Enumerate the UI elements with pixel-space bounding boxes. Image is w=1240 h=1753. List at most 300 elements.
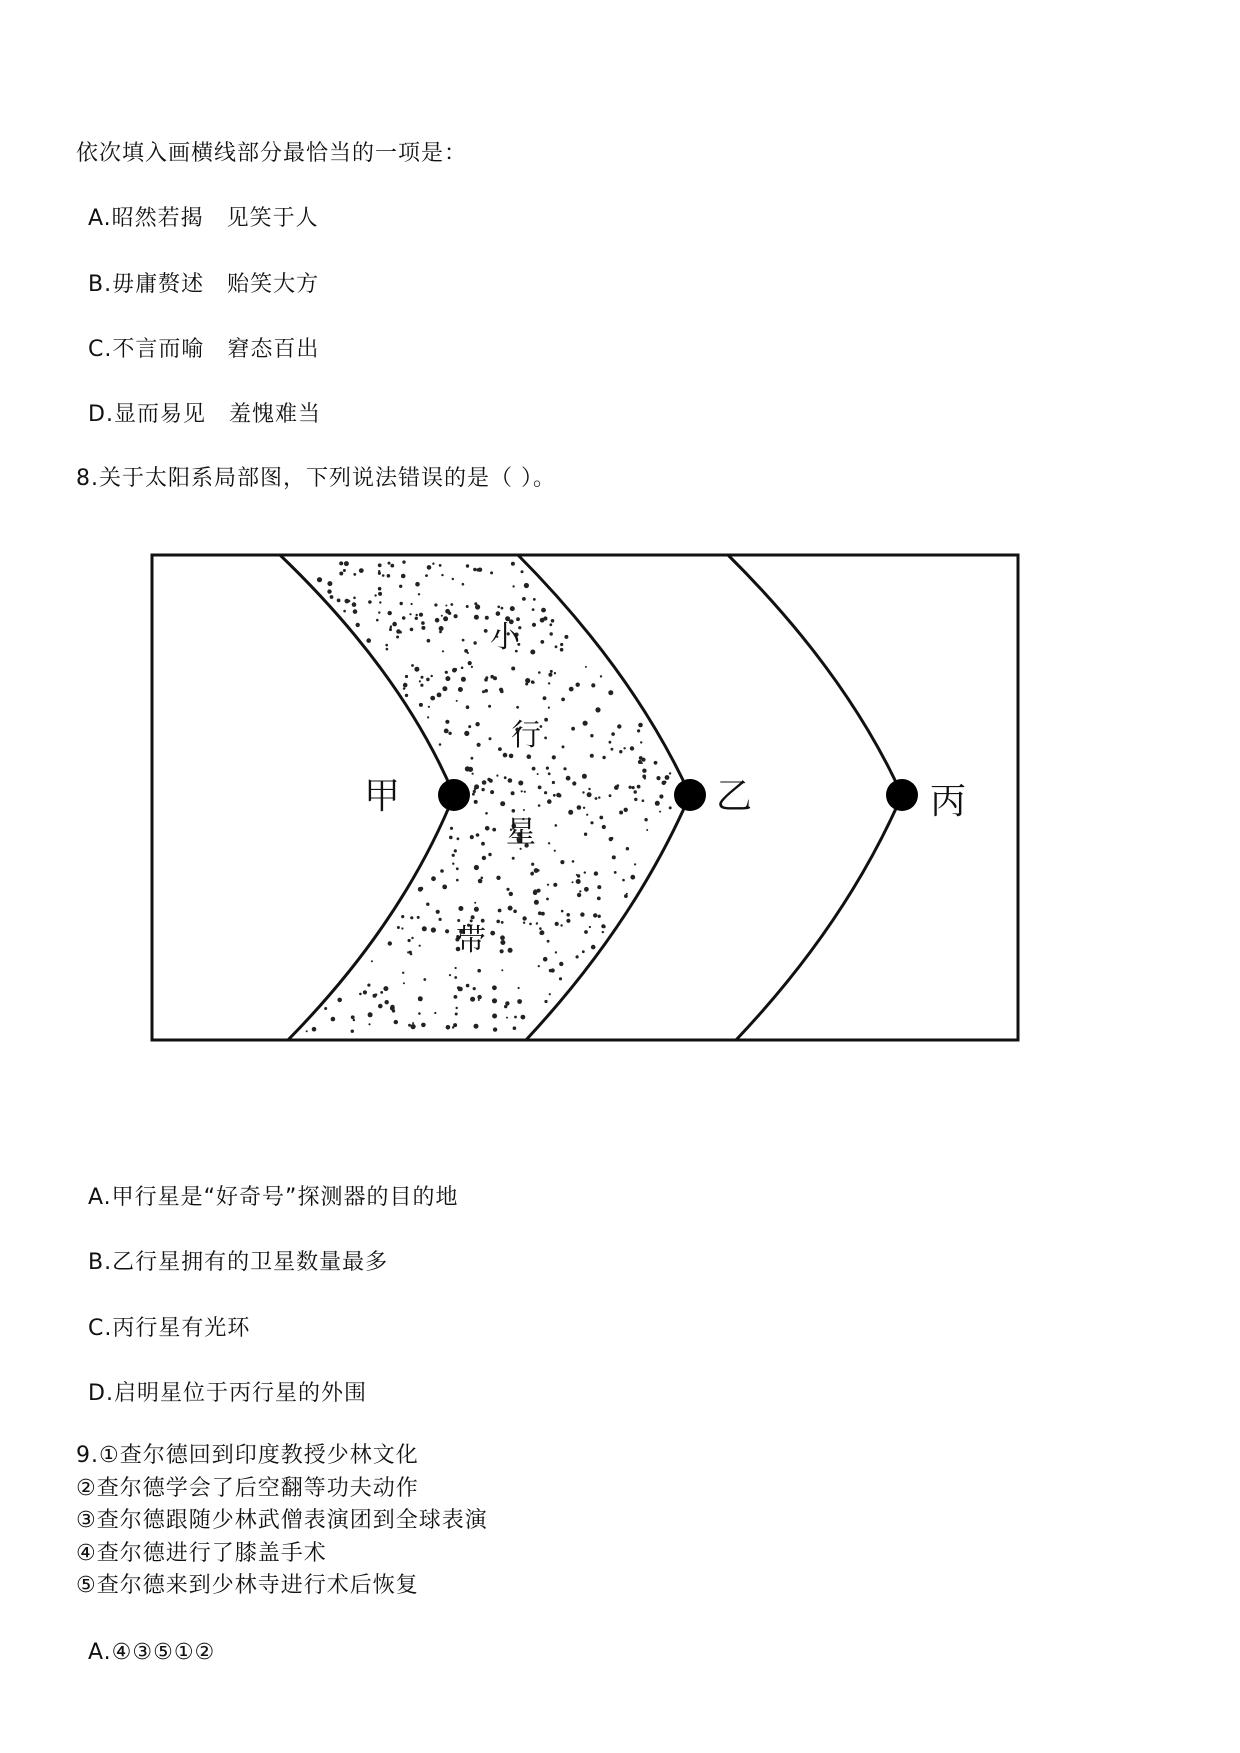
asteroid-dot bbox=[344, 561, 349, 566]
asteroid-dot bbox=[582, 791, 584, 793]
q8-stem: 8.关于太阳系局部图，下列说法错误的是（ ）。 bbox=[76, 466, 556, 491]
asteroid-dot bbox=[630, 746, 634, 750]
asteroid-dot bbox=[490, 790, 494, 794]
asteroid-dot bbox=[437, 693, 442, 698]
asteroid-dot bbox=[530, 650, 535, 655]
asteroid-dot bbox=[641, 762, 643, 764]
asteroid-dot bbox=[619, 750, 622, 753]
asteroid-dot bbox=[496, 920, 500, 924]
asteroid-dot bbox=[475, 722, 479, 726]
option-letter: C. bbox=[88, 337, 113, 362]
asteroid-dot bbox=[415, 617, 418, 620]
asteroid-dot bbox=[420, 887, 424, 891]
asteroid-dot bbox=[497, 606, 500, 609]
asteroid-dot bbox=[464, 731, 469, 736]
asteroid-dot bbox=[462, 583, 465, 586]
asteroid-dot bbox=[427, 639, 431, 643]
asteroid-dot bbox=[337, 998, 342, 1003]
asteroid-dot bbox=[540, 930, 545, 935]
asteroid-dot bbox=[560, 648, 564, 652]
asteroid-dot bbox=[544, 718, 548, 722]
asteroid-dot bbox=[420, 684, 423, 687]
asteroid-dot bbox=[458, 906, 463, 911]
asteroid-dot bbox=[583, 721, 588, 726]
planet-label-yi: 乙 bbox=[715, 776, 753, 817]
asteroid-dot bbox=[390, 1005, 394, 1009]
asteroid-dot bbox=[549, 993, 551, 995]
planet-bing bbox=[886, 779, 918, 811]
asteroid-dot bbox=[455, 967, 457, 969]
asteroid-dot bbox=[324, 1007, 327, 1010]
asteroid-dot bbox=[403, 683, 408, 688]
q8-option-c[interactable] bbox=[88, 1314, 250, 1344]
asteroid-dot bbox=[586, 814, 588, 816]
option-text: 昭然若揭 见笑于人 bbox=[111, 206, 319, 231]
asteroid-dot bbox=[640, 741, 642, 743]
asteroid-dot bbox=[510, 606, 515, 611]
asteroid-dot bbox=[559, 962, 563, 966]
asteroid-dot bbox=[368, 1012, 373, 1017]
asteroid-dot bbox=[415, 582, 420, 587]
asteroid-dot bbox=[637, 785, 641, 789]
asteroid-dot bbox=[584, 833, 587, 836]
asteroid-dot bbox=[385, 1000, 389, 1004]
asteroid-dot bbox=[512, 809, 516, 813]
asteroid-dot bbox=[642, 769, 646, 773]
asteroid-dot bbox=[474, 784, 479, 789]
asteroid-dot bbox=[500, 940, 505, 945]
asteroid-dot bbox=[489, 737, 492, 740]
asteroid-dot bbox=[529, 923, 532, 926]
asteroid-dot bbox=[505, 1001, 509, 1005]
belt-label-char-1: 小 bbox=[490, 620, 520, 655]
asteroid-dot bbox=[511, 791, 515, 795]
asteroid-dot bbox=[536, 922, 538, 924]
asteroid-dot bbox=[564, 635, 568, 639]
asteroid-dot bbox=[418, 996, 423, 1001]
asteroid-dot bbox=[512, 585, 514, 587]
asteroid-dot bbox=[457, 837, 460, 840]
asteroid-dot bbox=[563, 767, 566, 770]
planet-jia bbox=[438, 779, 470, 811]
asteroid-dot bbox=[543, 957, 548, 962]
asteroid-dot bbox=[590, 821, 593, 824]
asteroid-dot bbox=[539, 927, 542, 930]
asteroid-dot bbox=[602, 931, 604, 933]
asteroid-dot bbox=[594, 871, 598, 875]
asteroid-dot bbox=[378, 592, 382, 596]
option-letter: A. bbox=[88, 1640, 112, 1665]
asteroid-dot bbox=[533, 598, 536, 601]
asteroid-dot bbox=[580, 912, 584, 916]
asteroid-dot bbox=[579, 890, 581, 892]
asteroid-dot bbox=[450, 603, 453, 606]
asteroid-dot bbox=[577, 893, 581, 897]
asteroid-dot bbox=[378, 611, 380, 613]
asteroid-dot bbox=[467, 652, 469, 654]
asteroid-dot bbox=[461, 667, 464, 670]
asteroid-dot bbox=[609, 741, 612, 744]
asteroid-dot bbox=[419, 613, 423, 617]
asteroid-dot bbox=[471, 757, 474, 760]
asteroid-dot bbox=[511, 667, 515, 671]
asteroid-dot bbox=[327, 581, 332, 586]
asteroid-dot bbox=[405, 675, 408, 678]
asteroid-dot bbox=[663, 781, 666, 784]
asteroid-dot bbox=[470, 835, 474, 839]
asteroid-dot bbox=[402, 972, 404, 974]
asteroid-dot bbox=[478, 999, 480, 1001]
asteroid-dot bbox=[531, 863, 534, 866]
asteroid-dot bbox=[421, 626, 425, 630]
asteroid-dot bbox=[518, 781, 523, 786]
asteroid-dot bbox=[484, 689, 488, 693]
asteroid-dot bbox=[450, 827, 453, 830]
asteroid-dot bbox=[427, 716, 429, 718]
asteroid-dot bbox=[555, 824, 558, 827]
asteroid-dot bbox=[411, 664, 414, 667]
asteroid-dot bbox=[466, 705, 470, 709]
asteroid-dot bbox=[402, 560, 405, 563]
asteroid-dot bbox=[476, 833, 480, 837]
asteroid-dot bbox=[473, 987, 476, 990]
asteroid-dot bbox=[449, 836, 453, 840]
asteroid-dot bbox=[435, 618, 440, 623]
asteroid-dot bbox=[669, 806, 672, 809]
asteroid-dot bbox=[374, 594, 376, 596]
asteroid-dot bbox=[485, 676, 488, 679]
asteroid-dot bbox=[431, 876, 436, 881]
asteroid-dot bbox=[445, 609, 450, 614]
asteroid-dot bbox=[610, 837, 613, 840]
asteroid-dot bbox=[436, 910, 440, 914]
asteroid-dot bbox=[403, 982, 405, 984]
asteroid-dot bbox=[500, 935, 505, 940]
asteroid-dot bbox=[585, 666, 587, 668]
asteroid-dot bbox=[445, 720, 449, 724]
asteroid-dot bbox=[363, 990, 367, 994]
asteroid-dot bbox=[532, 608, 535, 611]
option-letter: D. bbox=[88, 1381, 114, 1406]
asteroid-dot bbox=[656, 776, 660, 780]
asteroid-dot bbox=[376, 619, 379, 622]
asteroid-dot bbox=[584, 930, 588, 934]
asteroid-dot bbox=[452, 863, 454, 865]
asteroid-dot bbox=[501, 969, 503, 971]
asteroid-dot bbox=[609, 794, 612, 797]
asteroid-dot bbox=[359, 993, 362, 996]
asteroid-dot bbox=[453, 1023, 457, 1027]
asteroid-dot bbox=[540, 640, 544, 644]
asteroid-dot bbox=[317, 577, 322, 582]
asteroid-dot bbox=[532, 623, 536, 627]
asteroid-dot bbox=[380, 991, 383, 994]
asteroid-dot bbox=[622, 879, 625, 882]
asteroid-dot bbox=[568, 810, 573, 815]
asteroid-dot bbox=[378, 1004, 383, 1009]
asteroid-dot bbox=[403, 687, 406, 690]
asteroid-dot bbox=[588, 788, 590, 790]
option-text: 不言而喻 窘态百出 bbox=[112, 337, 320, 362]
option-text: 显而易见 羞愧难当 bbox=[113, 402, 321, 427]
asteroid-dot bbox=[446, 1025, 451, 1030]
asteroid-dot bbox=[421, 1023, 426, 1028]
asteroid-dot bbox=[566, 776, 571, 781]
asteroid-dot bbox=[525, 678, 530, 683]
asteroid-dot bbox=[534, 868, 539, 873]
asteroid-dot bbox=[488, 853, 491, 856]
q9-option-a[interactable] bbox=[88, 1638, 215, 1668]
option-text: 乙行星拥有的卫星数量最多 bbox=[112, 1250, 389, 1275]
asteroid-dot bbox=[555, 922, 559, 926]
asteroid-dot bbox=[388, 611, 392, 615]
asteroid-dot bbox=[544, 737, 547, 740]
asteroid-dot bbox=[448, 732, 451, 735]
asteroid-dot bbox=[421, 676, 424, 679]
asteroid-dot bbox=[511, 562, 515, 566]
asteroid-dot bbox=[587, 792, 592, 797]
asteroid-dot bbox=[642, 799, 645, 802]
asteroid-dot bbox=[477, 969, 481, 973]
asteroid-dot bbox=[644, 777, 646, 779]
asteroid-dot bbox=[602, 756, 605, 759]
asteroid-dot bbox=[508, 948, 513, 953]
asteroid-dot bbox=[383, 986, 388, 991]
asteroid-dot bbox=[474, 902, 476, 904]
asteroid-dot bbox=[472, 773, 474, 775]
asteroid-dot bbox=[382, 574, 385, 577]
asteroid-dot bbox=[547, 940, 550, 943]
asteroid-dot bbox=[496, 876, 500, 880]
option-letter: B. bbox=[88, 1250, 113, 1275]
asteroid-dot bbox=[473, 568, 476, 571]
asteroid-dot bbox=[534, 900, 539, 905]
asteroid-dot bbox=[669, 772, 671, 774]
asteroid-dot bbox=[353, 1019, 355, 1021]
asteroid-dot bbox=[540, 618, 545, 623]
asteroid-dot bbox=[367, 984, 370, 987]
asteroid-dot bbox=[629, 786, 632, 789]
asteroid-dot bbox=[353, 597, 356, 600]
asteroid-dot bbox=[418, 1012, 421, 1015]
asteroid-dot bbox=[397, 926, 400, 929]
asteroid-dot bbox=[408, 1024, 411, 1027]
belt-label-char-4: 带 bbox=[456, 923, 486, 958]
asteroid-dot bbox=[508, 778, 513, 783]
q8-option-a[interactable] bbox=[88, 1183, 458, 1213]
asteroid-dot bbox=[611, 732, 615, 736]
asteroid-dot bbox=[454, 976, 457, 979]
asteroid-dot bbox=[458, 987, 463, 992]
asteroid-dot bbox=[547, 799, 552, 804]
asteroid-dot bbox=[312, 1027, 317, 1032]
asteroid-dot bbox=[582, 950, 585, 953]
asteroid-dot bbox=[552, 755, 556, 759]
asteroid-dot bbox=[388, 941, 392, 945]
asteroid-dot bbox=[396, 636, 399, 639]
asteroid-dot bbox=[359, 568, 364, 573]
asteroid-dot bbox=[562, 745, 565, 748]
option-text: 丙行星有光环 bbox=[112, 1316, 251, 1341]
asteroid-dot bbox=[527, 754, 532, 759]
asteroid-dot bbox=[555, 951, 557, 953]
asteroid-dot bbox=[532, 767, 536, 771]
asteroid-dot bbox=[548, 842, 550, 844]
asteroid-dot bbox=[440, 869, 444, 873]
asteroid-dot bbox=[394, 1020, 398, 1024]
asteroid-dot bbox=[500, 801, 505, 806]
asteroid-dot bbox=[546, 767, 549, 770]
asteroid-dot bbox=[626, 847, 629, 850]
asteroid-dot bbox=[598, 915, 601, 918]
asteroid-dot bbox=[553, 883, 557, 887]
asteroid-dot bbox=[439, 918, 442, 921]
asteroid-dot bbox=[551, 968, 555, 972]
asteroid-dot bbox=[488, 705, 491, 708]
asteroid-dot bbox=[432, 563, 434, 565]
asteroid-dot bbox=[445, 605, 447, 607]
asteroid-dot bbox=[454, 849, 457, 852]
asteroid-dot bbox=[410, 628, 414, 632]
asteroid-dot bbox=[465, 766, 470, 771]
asteroid-dot bbox=[373, 994, 377, 998]
asteroid-dot bbox=[456, 700, 458, 702]
asteroid-dot bbox=[583, 807, 585, 809]
asteroid-dot bbox=[612, 855, 616, 859]
asteroid-belt-region bbox=[280, 555, 690, 1040]
asteroid-dot bbox=[576, 879, 581, 884]
asteroid-dot bbox=[548, 772, 551, 775]
asteroid-dot bbox=[470, 997, 475, 1002]
asteroid-dot bbox=[434, 1012, 436, 1014]
asteroid-dot bbox=[339, 561, 343, 565]
asteroid-dot bbox=[426, 678, 430, 682]
asteroid-dot bbox=[599, 816, 603, 820]
asteroid-dot bbox=[445, 676, 450, 681]
asteroid-dot bbox=[492, 1014, 497, 1019]
asteroid-dot bbox=[641, 758, 645, 762]
asteroid-dot bbox=[387, 574, 391, 578]
asteroid-dot bbox=[560, 924, 562, 926]
asteroid-dot bbox=[500, 949, 504, 953]
option-text: 毋庸赘述 贻笑大方 bbox=[112, 272, 320, 297]
asteroid-dot bbox=[617, 724, 621, 728]
asteroid-dot bbox=[624, 894, 628, 898]
asteroid-dot bbox=[474, 907, 479, 912]
option-letter: B. bbox=[88, 272, 113, 297]
asteroid-dot bbox=[306, 1030, 308, 1032]
asteroid-dot bbox=[632, 786, 635, 789]
asteroid-dot bbox=[430, 696, 435, 701]
asteroid-dot bbox=[441, 574, 443, 576]
asteroid-dot bbox=[498, 909, 502, 913]
asteroid-dot bbox=[468, 725, 471, 728]
asteroid-dot bbox=[422, 926, 427, 931]
asteroid-dot bbox=[356, 623, 360, 627]
asteroid-dot bbox=[416, 614, 418, 616]
asteroid-dot bbox=[630, 875, 635, 880]
asteroid-dot bbox=[665, 775, 670, 780]
asteroid-dot bbox=[530, 872, 534, 876]
asteroid-dot bbox=[466, 564, 469, 567]
asteroid-dot bbox=[659, 811, 661, 813]
option-letter: A. bbox=[88, 206, 112, 231]
asteroid-dot bbox=[614, 785, 619, 790]
asteroid-dot bbox=[595, 797, 598, 800]
asteroid-dot bbox=[454, 668, 457, 671]
asteroid-dot bbox=[560, 860, 564, 864]
asteroid-dot bbox=[472, 793, 475, 796]
asteroid-dot bbox=[481, 877, 484, 880]
asteroid-dot bbox=[523, 922, 525, 924]
asteroid-dot bbox=[474, 602, 477, 605]
planet-yi bbox=[674, 779, 706, 811]
asteroid-dot bbox=[474, 865, 479, 870]
q8-option-b[interactable] bbox=[88, 1248, 388, 1278]
belt-label-char-3: 星 bbox=[506, 815, 536, 850]
asteroid-dot bbox=[525, 683, 528, 686]
asteroid-dot bbox=[543, 696, 547, 700]
asteroid-dot bbox=[484, 629, 488, 633]
option-letter: D. bbox=[88, 402, 114, 427]
asteroid-dot bbox=[385, 644, 388, 647]
asteroid-dot bbox=[597, 885, 601, 889]
asteroid-dot bbox=[405, 694, 408, 697]
asteroid-dot bbox=[457, 919, 460, 922]
asteroid-dot bbox=[345, 599, 350, 604]
option-letter: A. bbox=[88, 1185, 112, 1210]
asteroid-dot bbox=[368, 600, 372, 604]
asteroid-dot bbox=[474, 615, 479, 620]
q9-line-3: ③查尔德跟随少林武僧表演团到全球表演 bbox=[76, 1508, 488, 1533]
asteroid-dot bbox=[418, 593, 420, 595]
asteroid-dot bbox=[493, 1027, 497, 1031]
asteroid-dot bbox=[659, 794, 663, 798]
asteroid-dot bbox=[524, 583, 529, 588]
asteroid-dot bbox=[509, 754, 514, 759]
asteroid-dot bbox=[538, 804, 541, 807]
asteroid-dot bbox=[445, 671, 448, 674]
asteroid-dot bbox=[442, 885, 447, 890]
asteroid-dot bbox=[441, 615, 443, 617]
asteroid-dot bbox=[468, 661, 472, 665]
asteroid-dot bbox=[521, 570, 524, 573]
asteroid-dot bbox=[431, 927, 436, 932]
asteroid-dot bbox=[473, 790, 476, 793]
asteroid-dot bbox=[600, 675, 602, 677]
asteroid-dot bbox=[595, 707, 600, 712]
asteroid-dot bbox=[521, 1015, 526, 1020]
asteroid-dot bbox=[584, 871, 586, 873]
asteroid-dot bbox=[462, 639, 465, 642]
asteroid-dot bbox=[351, 1030, 354, 1033]
asteroid-dot bbox=[411, 603, 413, 605]
asteroid-dot bbox=[518, 987, 520, 989]
q8-option-d[interactable] bbox=[88, 1379, 367, 1409]
asteroid-dot bbox=[506, 888, 509, 891]
asteroid-dot bbox=[452, 854, 455, 857]
asteroid-dot bbox=[396, 629, 401, 634]
asteroid-dot bbox=[576, 683, 580, 687]
asteroid-dot bbox=[434, 603, 437, 606]
option-letter: C. bbox=[88, 1316, 113, 1341]
asteroid-dot bbox=[590, 754, 594, 758]
asteroid-dot bbox=[490, 931, 495, 936]
asteroid-dot bbox=[538, 786, 542, 790]
asteroid-dot bbox=[513, 1026, 517, 1030]
asteroid-dot bbox=[552, 781, 555, 784]
asteroid-dot bbox=[482, 856, 486, 860]
